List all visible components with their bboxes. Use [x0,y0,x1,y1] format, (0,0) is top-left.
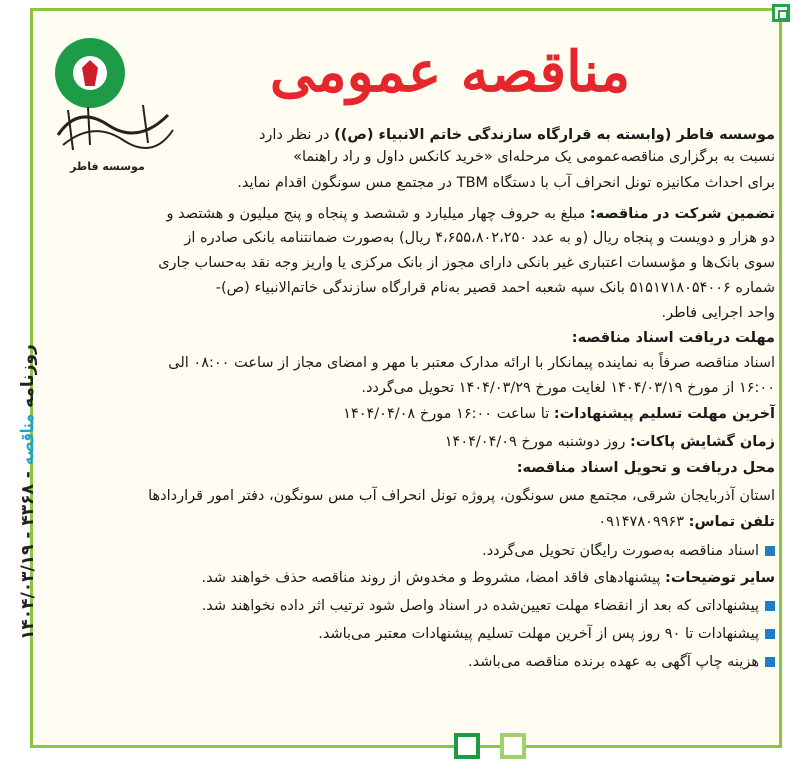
bottom-ornament-light [500,733,526,759]
bullet-free-docs: اسناد مناقصه به‌صورت رایگان تحویل می‌گردد. [482,543,775,559]
guarantee-line-4: شماره ۵۱۵۱۷۱۸۰۵۴۰۰۶ بانک سپه شعبه احمد قصیر به‌نام قرارگاه سازندگی خاتم‌الانبیاء (ص)- [215,280,775,296]
bottom-ornament-dark [454,733,480,759]
square-bullet-icon [765,601,775,611]
submit-deadline: آخرین مهلت تسلیم پیشنهادات: تا ساعت ۱۶:۰۰ مورخ ۱۴۰۴/۰۴/۰۸ [343,406,775,422]
docs-deadline-line-1: اسناد مناقصه صرفاً به نماینده پیمانکار با ارائه مدارک معتبر با مهر و امضای مجاز از ساعت ۰۸:۰۰ الی [168,355,775,371]
location-value: استان آذربایجان شرقی، مجتمع مس سونگون، پروژه تونل انحراف آب مس سونگون، دفتر امور قراردادها [148,488,775,504]
newspaper-side-label: روزنامه مناقصه - ۴۳۶۸ - ۱۴۰۴/۰۳/۱۹ [18,344,38,640]
square-bullet-icon [765,657,775,667]
corner-ornament-top-right-inner [778,10,788,20]
guarantee-line-1: تضمین شرکت در مناقصه: مبلغ به حروف چهار میلیارد و ششصد و پنجاه و پنج میلیون و هشتصد و [166,206,775,222]
bullet-item: پیشنهادات تا ۹۰ روز پس از آخرین مهلت تسلیم پیشنهادات معتبر می‌باشد. [318,626,775,642]
other-notes: سایر توضیحات: پیشنهادهای فاقد امضا، مشروط و مخدوش از روند مناقصه حذف خواهند شد. [201,570,775,586]
intro-line-1: موسسه فاطر (وابسته به قرارگاه سازندگی خاتم الانبیاء (ص)) در نظر دارد [258,127,775,143]
bullet-item: پیشنهاداتی که بعد از انقضاء مهلت تعیین‌شده در اسناد واصل شود ترتیب اثر داده نخواهند شد. [202,598,775,614]
docs-deadline-line-2: ۱۶:۰۰ از مورخ ۱۴۰۴/۰۳/۱۹ لغایت مورخ ۱۴۰۴/۰۳/۲۹ تحویل می‌گردد. [361,380,775,396]
khatam-logo [48,95,178,155]
square-bullet-icon [765,629,775,639]
intro-line-2: نسبت به برگزاری مناقصه‌عمومی یک مرحله‌ای «خرید کانکس داول و راد راهنما» [293,149,775,165]
docs-deadline-label: مهلت دریافت اسناد مناقصه: [571,330,775,346]
square-bullet-icon [765,546,775,556]
logo-subtitle: موسسه فاطر [70,160,145,173]
phone: تلفن تماس: ۰۹۱۴۷۸۰۹۹۶۳ [598,514,775,530]
location-label: محل دریافت و تحویل اسناد مناقصه: [516,460,775,476]
guarantee-line-2: دو هزار و دویست و پنجاه ریال (و به عدد ۴،۶۵۵،۸۰۲،۲۵۰ ریال) به‌صورت ضمانتنامه بانکی صادره از [184,230,775,246]
bullet-item: هزینه چاپ آگهی به عهده برنده مناقصه می‌باشد. [468,654,775,670]
guarantee-line-5: واحد اجرایی فاطر. [661,305,775,321]
page-title: مناقصه عمومی [269,39,631,105]
guarantee-line-3: سوی بانک‌ها و مؤسسات اعتباری غیر بانکی دارای مجوز از بانک مرکزی یا واریز وجه نقد به‌حساب جاری [158,255,775,271]
intro-line-3: برای احداث مکانیزه تونل انحراف آب با دستگاه TBM در مجتمع مس سونگون اقدام نماید. [237,175,775,191]
opening-time: زمان گشایش پاکات: روز دوشنبه مورخ ۱۴۰۴/۰۴/۰۹ [444,434,775,450]
